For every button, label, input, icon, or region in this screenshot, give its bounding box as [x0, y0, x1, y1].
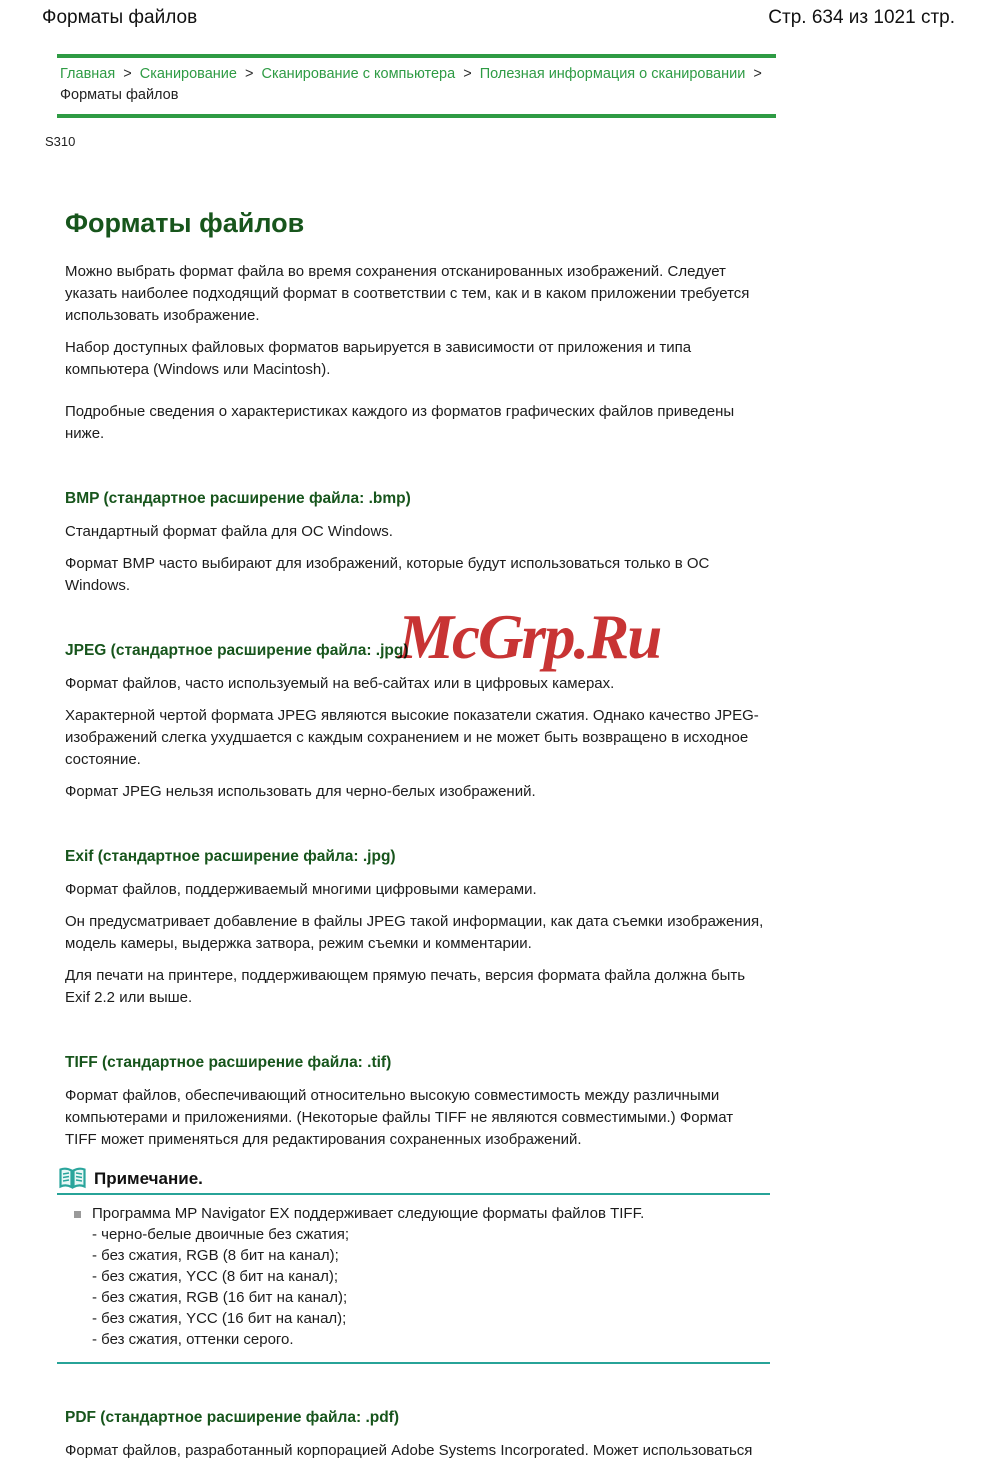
page-title: Форматы файлов [65, 208, 305, 238]
paragraph: Для печати на принтере, поддерживающем прямую печать, версия формата файла должна быть Exif 2.2 или выше. [65, 967, 746, 1006]
note-title: Примечание. [94, 1168, 203, 1188]
breadcrumb-separator: > [244, 66, 254, 82]
article [65, 207, 765, 1462]
breadcrumb-link-useful-info[interactable]: Полезная информация о сканировании [479, 66, 746, 82]
note-subitem: - без сжатия, RGB (16 бит на канал); [92, 1289, 348, 1306]
note-item [57, 1203, 770, 1350]
paragraph: Можно выбрать формат файла во время сохранения отсканированных изображений. Следует указать наиболее подходящий формат в соответствии с тем, как и в каком приложении требуется использовать изображение. [65, 263, 750, 324]
page-header [0, 0, 1000, 29]
paragraph: Формат BMP часто выбирают для изображений, которые будут использоваться только в ОС Windows. [65, 555, 710, 594]
note-header [57, 1167, 770, 1195]
breadcrumb-separator: > [753, 66, 762, 82]
note-subitem: - без сжатия, оттенки серого. [92, 1331, 294, 1348]
note-block [57, 1167, 770, 1364]
section-heading-jpeg: JPEG (стандартное расширение файла: .jpg) [65, 642, 409, 659]
breadcrumb-separator: > [463, 66, 472, 82]
note-body [57, 1195, 770, 1364]
paragraph: Формат файлов, часто используемый на веб-сайтах или в цифровых камерах. [65, 675, 615, 692]
section-tiff [65, 1053, 765, 1151]
paragraph: Подробные сведения о характеристиках каждого из форматов графических файлов приведены ниже. [65, 403, 735, 442]
section-bmp [65, 489, 765, 597]
paragraph: Формат файлов, обеспечивающий относительно высокую совместимость между различными компьютерами и приложениями. (Некоторые файлы TIFF не являются совместимыми.) Формат TIFF может применяться для редактирования сохраненных изображений. [65, 1087, 734, 1148]
open-book-icon [58, 1167, 87, 1190]
note-subitem: - без сжатия, YCC (16 бит на канал); [92, 1310, 347, 1327]
section-jpeg [65, 641, 765, 803]
section-heading-bmp: BMP (стандартное расширение файла: .bmp) [65, 490, 411, 507]
section-heading-exif: Exif (стандартное расширение файла: .jpg) [65, 848, 396, 865]
breadcrumb-link-scan-from-computer[interactable]: Сканирование с компьютера [261, 66, 456, 82]
paragraph: Характерной чертой формата JPEG являются высокие показатели сжатия. Однако качество JPEG-изображений слегка ухудшается с каждым сохранением и не может быть возвращено в исходное состояние. [65, 707, 759, 768]
section-pdf [65, 1408, 765, 1462]
breadcrumb-path [60, 66, 766, 82]
note-text: Программа MP Navigator EX поддерживает следующие форматы файлов TIFF. [92, 1205, 645, 1222]
watermark: McGrp.Ru [398, 602, 661, 672]
page-number: Стр. 634 из 1021 стр. [768, 7, 955, 28]
paragraph: Набор доступных файловых форматов варьируется в зависимости от приложения и типа компьютера (Windows или Macintosh). [65, 339, 692, 378]
breadcrumb-link-home[interactable]: Главная [60, 66, 116, 82]
bullet-square-icon [74, 1211, 81, 1218]
note-subitem: - без сжатия, YCC (8 бит на канал); [92, 1268, 338, 1285]
section-heading-tiff: TIFF (стандартное расширение файла: .tif) [65, 1054, 392, 1071]
breadcrumb [57, 54, 776, 118]
paragraph: Формат файлов, поддерживаемый многими цифровыми камерами. [65, 881, 537, 898]
paragraph: Стандартный формат файла для ОС Windows. [65, 523, 393, 540]
page-code: S310 [45, 134, 76, 149]
paragraph: Он предусматривает добавление в файлы JPEG такой информации, как дата съемки изображения, модель камеры, выдержка затвора, режим съемки и комментарии. [65, 913, 764, 952]
breadcrumb-link-scanning[interactable]: Сканирование [139, 66, 237, 82]
doc-title: Форматы файлов [42, 7, 198, 28]
section-heading-pdf: PDF (стандартное расширение файла: .pdf) [65, 1409, 400, 1426]
paragraph: Формат файлов, разработанный корпорацией Adobe Systems Incorporated. Может использоваться [65, 1442, 753, 1459]
note-item-text [92, 1203, 644, 1350]
note-subitem: - без сжатия, RGB (8 бит на канал); [92, 1247, 339, 1264]
breadcrumb-separator: > [123, 66, 132, 82]
section-exif [65, 847, 765, 1009]
paragraph: Формат JPEG нельзя использовать для черно-белых изображений. [65, 783, 536, 800]
note-subitem: - черно-белые двоичные без сжатия; [92, 1226, 349, 1243]
breadcrumb-current: Форматы файлов [60, 87, 179, 103]
